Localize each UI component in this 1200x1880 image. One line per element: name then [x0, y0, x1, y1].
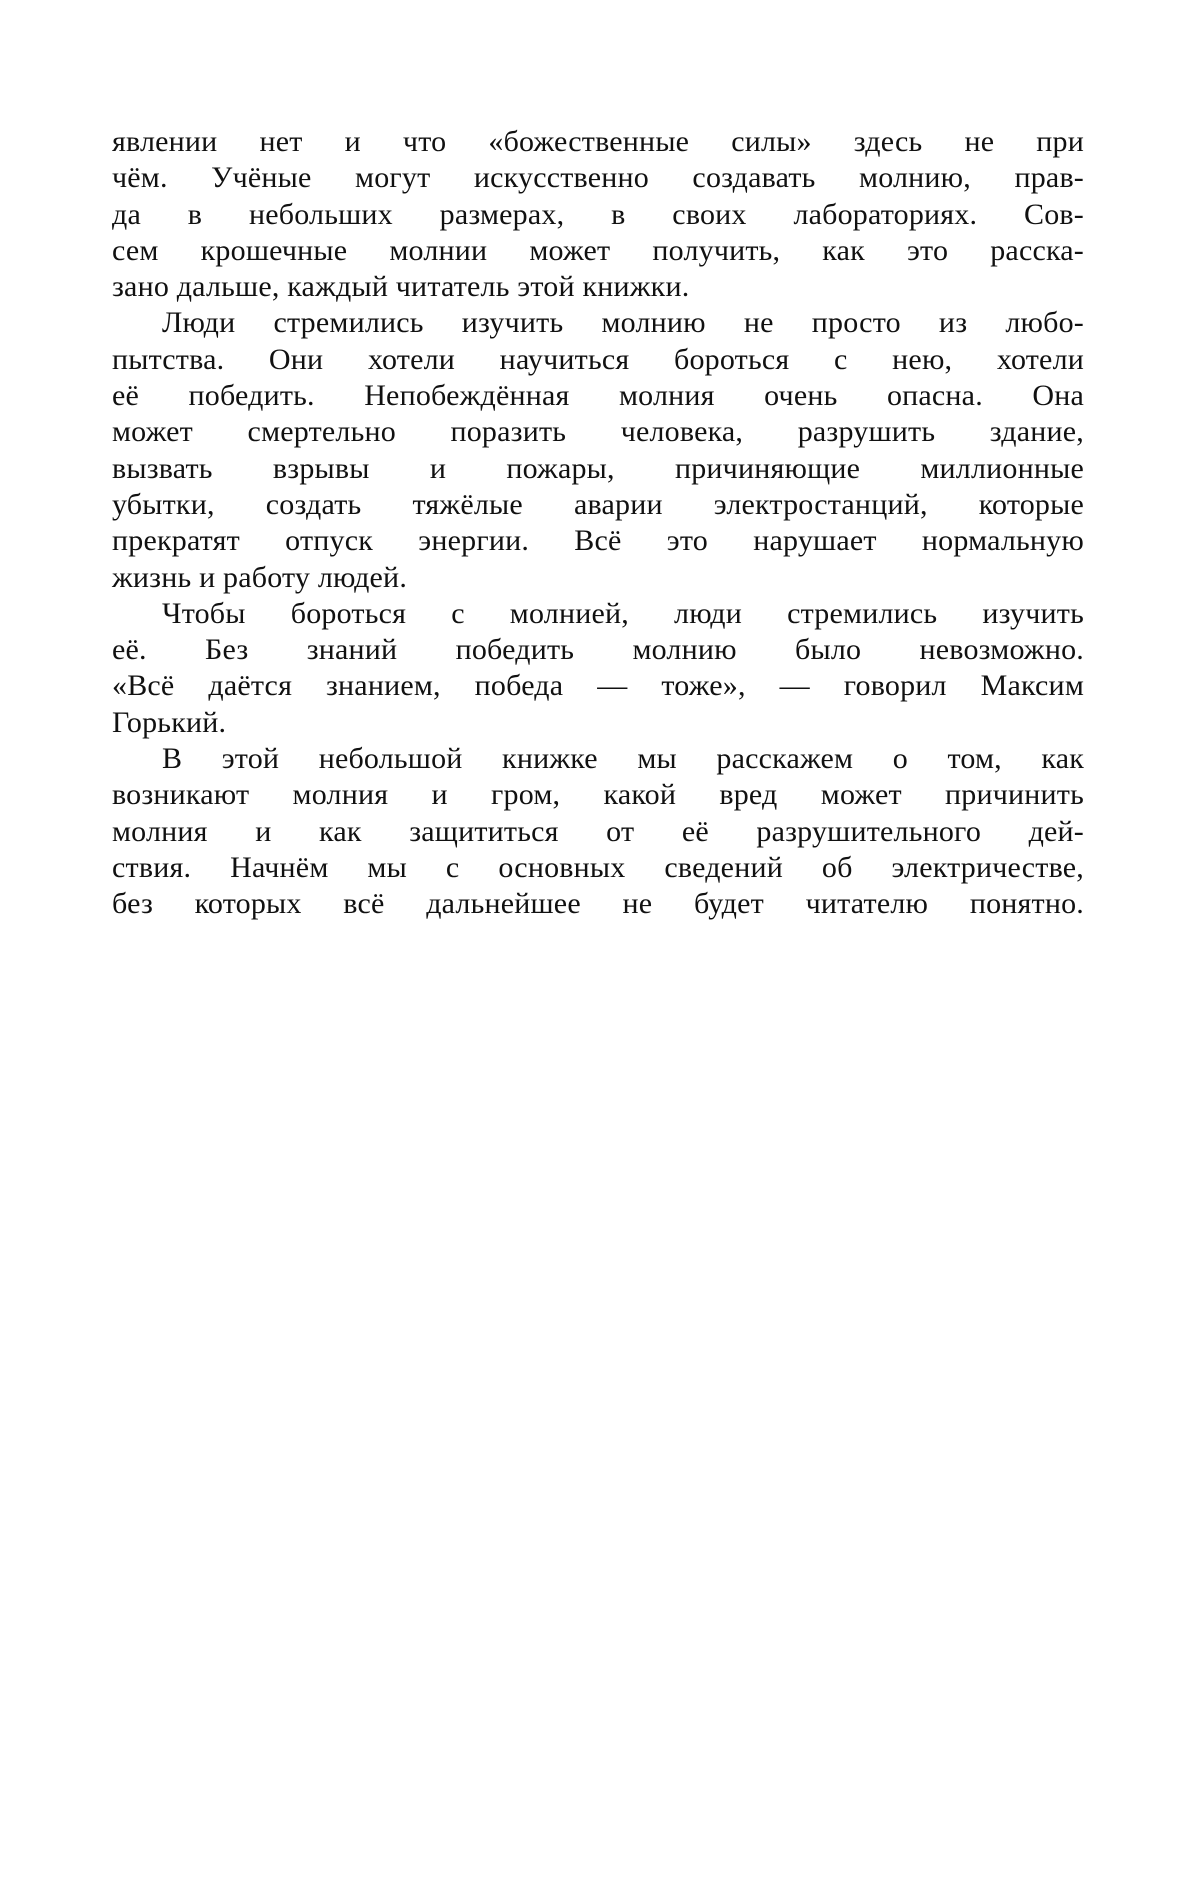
paragraph-1 [112, 124, 1084, 305]
text-line: Горький. [112, 705, 227, 739]
paragraph-3 [112, 596, 1084, 741]
text-line: Чтобы бороться с молнией, люди стремились изучить [162, 596, 1084, 630]
text-line: вызвать взрывы и пожары, причиняющие миллионные [112, 451, 1084, 485]
text-line: Люди стремились изучить молнию не просто из любо- [162, 306, 1084, 340]
text-line: «Всё даётся знанием, победа — тоже», — говорил Максим [112, 669, 1084, 703]
text-line: убытки, создать тяжёлые аварии электростанций, которые [112, 487, 1084, 521]
text-line: возникают молния и гром, какой вред может причинить [112, 778, 1084, 812]
text-line: её победить. Непобеждённая молния очень опасна. Она [112, 379, 1084, 413]
text-line: прекратят отпуск энергии. Всё это нарушает нормальную [112, 524, 1084, 558]
text-line: пытства. Они хотели научиться бороться с нею, хотели [112, 342, 1084, 376]
paragraph-2 [112, 305, 1084, 595]
text-line: зано дальше, каждый читатель этой книжки. [112, 270, 690, 304]
text-line: В этой небольшой книжке мы расскажем о том, как [162, 742, 1084, 776]
text-line: её. Без знаний победить молнию было невозможно. [112, 633, 1084, 667]
text-line: явлении нет и что «божественные силы» здесь не при [112, 125, 1084, 158]
text-line: ствия. Начнём мы с основных сведений об электричестве, [112, 850, 1084, 884]
text-line: сем крошечные молнии может получить, как это расска- [112, 233, 1084, 267]
text-line: чём. Учёные могут искусственно создавать молнию, прав- [112, 161, 1084, 195]
text-line: молния и как защититься от её разрушительного дей- [112, 814, 1084, 848]
text-line: да в небольших размерах, в своих лабораториях. Сов- [112, 197, 1084, 231]
text-line: без которых всё дальнейшее не будет читателю понятно. [112, 887, 1084, 921]
text-line: может смертельно поразить человека, разрушить здание, [112, 415, 1084, 449]
text-line: жизнь и работу людей. [112, 560, 408, 594]
body-text [112, 124, 1084, 923]
paragraph-4 [112, 741, 1084, 922]
